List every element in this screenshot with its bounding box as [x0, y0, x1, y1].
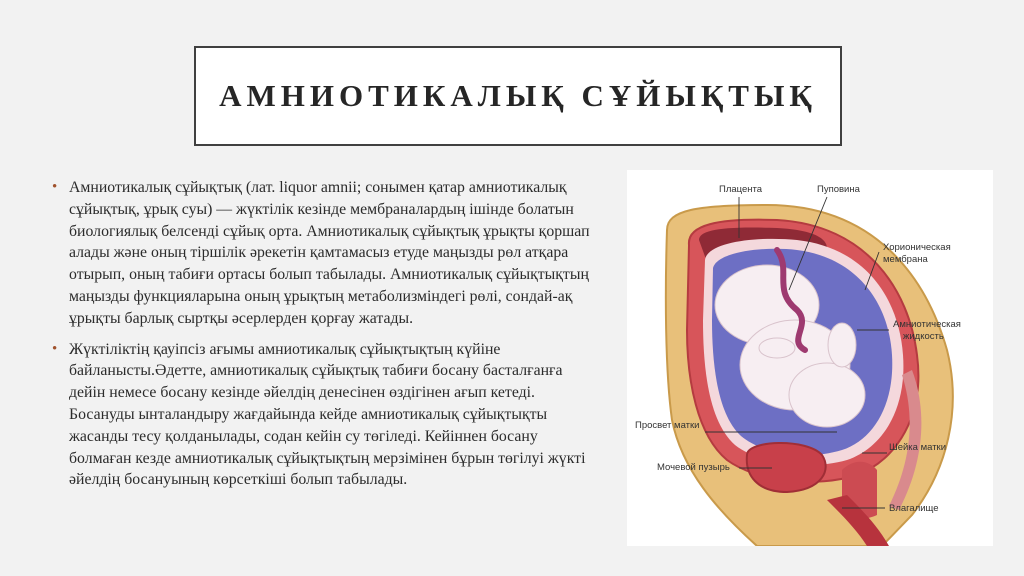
title-box — [194, 46, 842, 146]
bullet-text: Жүктіліктің қауіпсіз ағымы амниотикалық сұйықтықтың күйіне байланысты.Әдетте, амниотикалық сұйықтық табиғи босану басталғанға дейін немесе босану кезінде әйелдің денесінен өздігінен ағып кетеді. Босануды ынталандыру жағдайында кейде амниотикалық сұйықтықты жасанды тесу қолданылады, содан кейін су төгіледі. Кейіннен босану болмаған кезде амниотикалық сұйықтықтың мерзімінен бұрын төгілуі жүкті әйелдің босануының көрсеткіші болып табылады. — [69, 340, 586, 489]
bullet-item — [50, 339, 590, 492]
pregnancy-diagram — [627, 170, 993, 546]
label-amniotic-line2: жидкость — [903, 331, 944, 342]
label-amniotic-line1: Амниотическая — [893, 319, 961, 330]
label-chorion-line2: мембрана — [883, 254, 928, 265]
bullet-item — [50, 177, 590, 330]
body-text — [50, 177, 590, 500]
bullet-text: Амниотикалық сұйықтық (лат. liquor amnii; сонымен қатар амниотикалық сұйықтық, ұрық суы) — жүктілік кезінде мембраналардың ішінде болатын биологиялық белсенді сұйық орта. Амниотикалық сұйықтық ұрықты қоршап алады және оның тіршілік әрекетін қамтамасыз етуде маңызды рөл атқара отырып, оның табиғи ортасы болып табылады. Амниотикалық сұйықтықтың маңызды функцияларына оның ұрықтың метаболизміндегі рөлі, сондай-ақ ұрықты барлық сыртқы әсерлерден қорғау жатады. — [69, 179, 590, 327]
bullet-dot-icon: • — [52, 340, 58, 357]
label-chorion-line1: Хорионическая — [883, 242, 951, 253]
bullet-dot-icon: • — [52, 179, 58, 195]
label-cervix: Шейка матки — [889, 442, 947, 453]
bladder-shape — [747, 443, 826, 492]
anatomy-figure — [627, 170, 993, 546]
label-placenta: Плацента — [719, 184, 763, 195]
label-uterine-lumen: Просвет матки — [635, 420, 700, 431]
label-bladder: Мочевой пузырь — [657, 462, 730, 473]
label-umbilical-cord: Пуповина — [817, 184, 860, 195]
label-vagina: Влагалище — [889, 503, 939, 514]
slide-title: АМНИОТИКАЛЫҚ СҰЙЫҚТЫҚ — [219, 78, 817, 113]
